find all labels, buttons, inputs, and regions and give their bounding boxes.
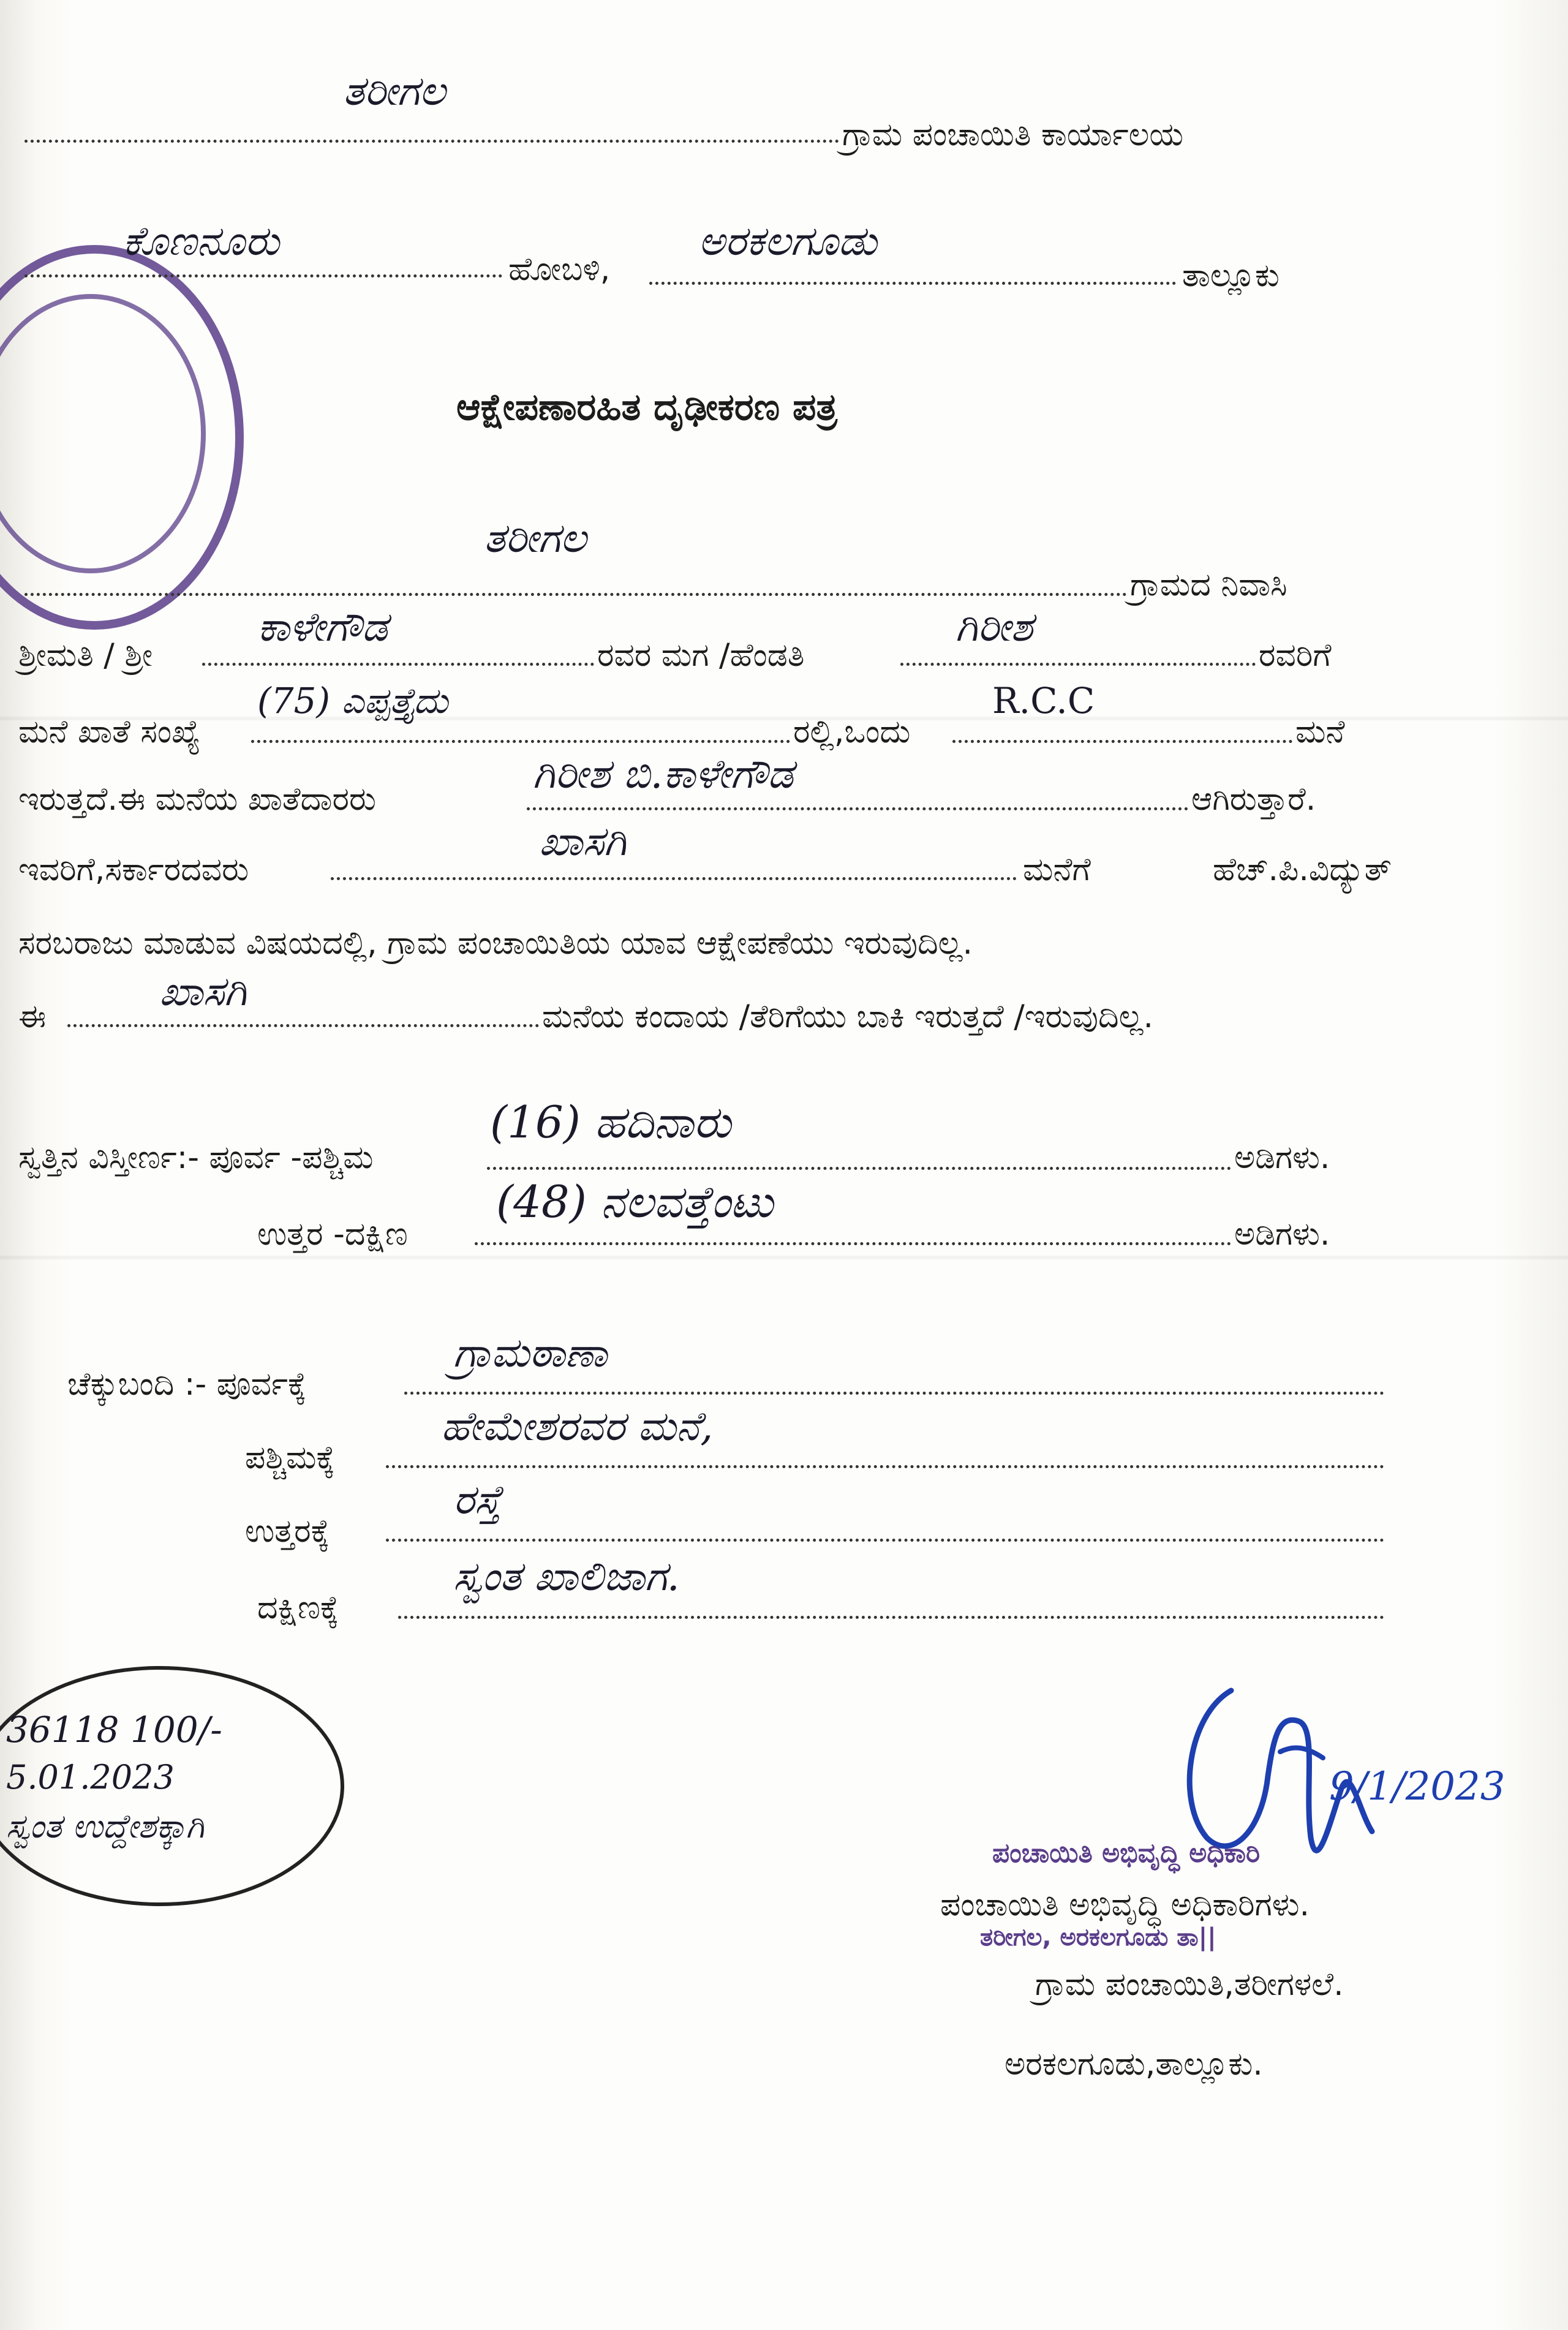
dotted-line [404, 1392, 1384, 1395]
village-label: ಗ್ರಾಮದ ನಿವಾಸಿ [1130, 567, 1287, 603]
designation-stamp-line1: ಪಂಚಾಯಿತಿ ಅಭಿವೃದ್ಧಿ ಅಧಿಕಾರಿ [992, 1838, 1261, 1869]
name-value: ಕಾಳೇಗೌಡ [257, 603, 388, 650]
scheme-value: ಖಾಸಗಿ [539, 818, 627, 865]
dotted-line [487, 1167, 1231, 1170]
village-office-value: ತರೀಗಲ [343, 67, 446, 115]
supply-sentence: ಸರಬರಾಜು ಮಾಡುವ ವಿಷಯದಲ್ಲಿ, ಗ್ರಾಮ ಪಂಚಾಯಿತಿಯ ಯಾವ ಆಕ್ಷೇಪಣೆಯು ಇರುವುದಿಲ್ಲ. [18, 925, 973, 962]
hp-label: ಹೆಚ್.ಪಿ.ವಿದ್ಯುತ್ [1213, 851, 1392, 888]
dotted-line [251, 740, 790, 743]
east-value: ಗ್ರಾಮಠಾಣಾ [453, 1329, 608, 1376]
manege-label: ಮನೆಗೆ [1023, 851, 1091, 888]
village-value: ತರೀಗಲ [484, 515, 587, 562]
document-title: ಆಕ್ಷೇಪಣಾರಹಿತ ದೃಢೀಕರಣ ಪತ್ರ [456, 386, 837, 429]
spouse-value: ಗಿರೀಶ [956, 603, 1033, 650]
taluk-name: ಅರಕಲಗೂಡು,ತಾಲ್ಲೂಕು. [1005, 2046, 1263, 2083]
dotted-line [527, 807, 1188, 810]
ralli-label: ರಲ್ಲಿ,ಒಂದು [793, 714, 911, 750]
ravarige-label: ರವರಿಗೆ [1259, 637, 1332, 674]
tax-sentence: ಮನೆಯ ಕಂದಾಯ /ತೆರಿಗೆಯು ಬಾಕಿ ಇರುತ್ತದೆ /ಇರುವುದಿಲ್ಲ. [542, 998, 1154, 1035]
house-type-value: R.C.C [992, 680, 1095, 722]
receipt-date: 5.01.2023 [6, 1758, 175, 1797]
dotted-line [649, 282, 1176, 285]
dotted-line [398, 1616, 1384, 1619]
south-value: ಸ್ವಂತ ಖಾಲಿಜಾಗ. [453, 1553, 680, 1600]
fold-line [0, 1256, 1568, 1259]
area-ew-value: (16) ಹದಿನಾರು [490, 1096, 731, 1148]
dotted-line [475, 1242, 1231, 1245]
area-ns-value: (48) ನಲವತ್ತೆಂಟು [496, 1176, 774, 1227]
son-wife-label: ರವರ ಮಗ /ಹೆಂಡತಿ [597, 637, 805, 674]
signature-date: 9/1/2023 [1329, 1764, 1506, 1809]
taluk-value: ಅರಕಲಗೂಡು [698, 217, 877, 265]
khata-value: (75) ಎಪ್ಪತ್ತೈದು [257, 680, 448, 722]
south-label: ದಕ್ಷಿಣಕ್ಕೆ [257, 1589, 339, 1626]
village-office-label: ಗ್ರಾಮ ಪಂಚಾಯಿತಿ ಕಾರ್ಯಾಲಯ [842, 116, 1184, 153]
iruttade-label: ಇರುತ್ತದೆ.ಈ ಮನೆಯ ಖಾತೆದಾರರು [18, 781, 377, 818]
ee-value: ಖಾಸಗಿ [159, 968, 247, 1015]
agiruttare-label: ಆಗಿರುತ್ತಾರೆ. [1191, 781, 1316, 818]
dotted-line [24, 593, 1127, 596]
feet-label-ew: ಅಡಿಗಳು. [1234, 1139, 1330, 1176]
north-value: ರಸ್ತೆ [453, 1476, 502, 1523]
west-value: ಹೇಮೇಶರವರ ಮನೆ, [441, 1403, 714, 1450]
owner-value: ಗಿರೀಶ ಬಿ.ಕಾಳೇಗೌಡ [533, 750, 794, 797]
designation-stamp-line2: ತರೀಗಲ, ಅರಕಲಗೂಡು ತಾ|| [980, 1923, 1216, 1951]
panchayat-name: ಗ್ರಾಮ ಪಂಚಾಯಿತಿ,ತರೀಗಳಲೆ. [1035, 1966, 1344, 2003]
dotted-line [202, 663, 594, 666]
taluk-label: ತಾಲ್ಲೂಕು [1182, 257, 1280, 294]
dotted-line [900, 663, 1256, 666]
dotted-line [386, 1465, 1384, 1468]
north-label: ಉತ್ತರಕ್ಕೆ [245, 1513, 330, 1550]
dotted-line [952, 740, 1292, 743]
dotted-line [24, 274, 502, 277]
dotted-line [331, 877, 1017, 880]
hobli-label: ಹೋಬಳಿ, [508, 251, 611, 288]
dotted-line [67, 1024, 539, 1027]
west-label: ಪಶ್ಚಿಮಕ್ಕೆ [245, 1439, 335, 1476]
officer-title: ಪಂಚಾಯಿತಿ ಅಭಿವೃದ್ಧಿ ಅಧಿಕಾರಿಗಳು. [940, 1887, 1310, 1923]
khata-label: ಮನೆ ಖಾತೆ ಸಂಖ್ಯೆ [18, 714, 201, 750]
shrimati-label: ಶ್ರೀಮತಿ / ಶ್ರೀ [18, 637, 153, 674]
feet-label-ns: ಅಡಿಗಳು. [1234, 1216, 1330, 1253]
boundaries-label: ಚೆಕ್ಕುಬಂದಿ :- ಪೂರ್ವಕ್ಕೆ [67, 1366, 307, 1403]
receipt-purpose: ಸ್ವಂತ ಉದ್ದೇಶಕ್ಕಾಗಿ [6, 1807, 205, 1846]
dotted-line [24, 140, 839, 143]
ivarige-label: ಇವರಿಗೆ,ಸರ್ಕಾರದವರು [18, 851, 249, 888]
dotted-line [386, 1539, 1384, 1542]
hobli-value: ಕೊಣನೂರು [123, 217, 279, 265]
area-ns-label: ಉತ್ತರ -ದಕ್ಷಿಣ [257, 1216, 408, 1253]
ee-label: ಈ [18, 998, 47, 1035]
receipt-number: 36118 100/- [6, 1709, 222, 1751]
area-label: ಸ್ವತ್ತಿನ ವಿಸ್ತೀರ್ಣ:- ಪೂರ್ವ -ಪಶ್ಚಿಮ [18, 1139, 374, 1176]
mane-label: ಮನೆ [1295, 714, 1345, 750]
